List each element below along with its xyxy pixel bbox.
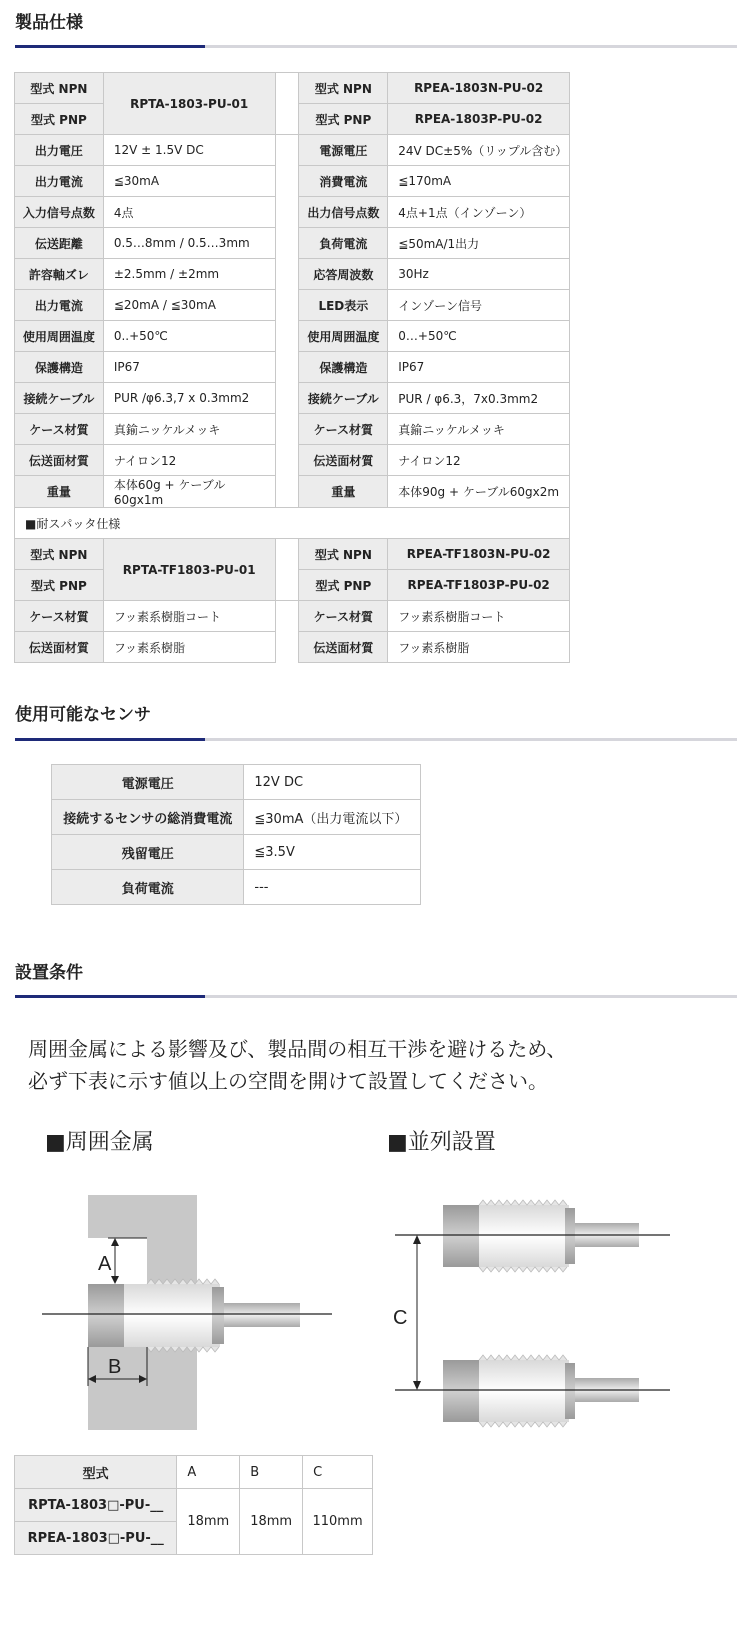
right-spec-value: ≦50mA/1出力 [388,228,570,259]
install-intro-line1: 周囲金属による影響及び、製品間の相互干渉を避けるため、 [28,1037,567,1061]
sensor-value: ≦30mA（出力電流以下） [244,800,421,835]
left-spec-value: 4点 [103,197,275,228]
spec-gap [275,321,299,352]
left-npn-label: 型式 NPN [15,73,104,104]
sensor-cap [88,1284,124,1347]
right-spec-value: 本体90g + ケーブル60gx2m [388,476,570,508]
left-spec-label: 許容軸ズレ [15,259,104,290]
left-spec-value: ±2.5mm / ±2mm [103,259,275,290]
spec-gap [275,135,299,166]
install-section-title: 設置条件 [15,963,83,983]
sensor-nut [212,1287,224,1344]
fig-parallel-title: ■並列設置 [387,1130,496,1155]
spec-gap [275,476,299,508]
left-spec-label: 保護構造 [15,352,104,383]
right-spec-label: 応答周波数 [299,259,388,290]
right-spec-label: 出力信号点数 [299,197,388,228]
install-intro-line2: 必ず下表に示す値以上の空間を開けて設置してください。 [28,1069,548,1093]
left-spec-label: ケース材質 [15,414,104,445]
spec-section-divider [15,45,737,48]
spec-row [15,290,570,321]
spec-row [15,476,570,508]
spec-section-title: 製品仕様 [15,13,83,33]
left-spec-value: ≦20mA / ≦30mA [103,290,275,321]
dims-value-b: 18mm [240,1489,303,1555]
fig-parallel-diagram [390,1190,690,1430]
left-spec-label: 出力電流 [15,166,104,197]
left-pnp-label: 型式 PNP [15,104,104,135]
right-spec-value: ≦170mA [388,166,570,197]
dims-value-c: 110mm [303,1489,373,1555]
right-spec-value: PUR / φ6.3，7x0.3mm2 [388,383,570,414]
right-spec-value: インゾーン信号 [388,290,570,321]
left-model: RPTA-1803-PU-01 [103,73,275,135]
left-spec-value: 0..+50℃ [103,321,275,352]
spatter-right-pnp-label: 型式 PNP [299,570,388,601]
spatter-left-npn-label: 型式 NPN [15,539,104,570]
right-spec-value: 0…+50℃ [388,321,570,352]
right-spec-label: ケース材質 [299,414,388,445]
left-spec-label: 接続ケーブル [15,383,104,414]
left-spec-value: ナイロン12 [103,445,275,476]
left-spec-value: ≦30mA [103,166,275,197]
spec-row [15,352,570,383]
right-npn-label: 型式 NPN [299,73,388,104]
left-spec-label: 伝送面材質 [15,445,104,476]
dims-header-a: A [177,1456,240,1489]
sensor-lower [443,1355,639,1427]
sensor-body [124,1284,220,1347]
left-spec-label: 出力電圧 [15,135,104,166]
right-pnp-label: 型式 PNP [299,104,388,135]
dimension-table [14,1455,373,1555]
right-spec-label: 使用周囲温度 [299,321,388,352]
sensor-label: 負荷電流 [52,870,244,905]
spec-gap [275,383,299,414]
sensor-value: --- [244,870,421,905]
sensor-section-title: 使用可能なセンサ [15,705,151,725]
sensor-value: ≦3.5V [244,835,421,870]
spec-gap [275,539,299,601]
right-spec-label: LED表示 [299,290,388,321]
sensor-cable [224,1303,300,1327]
left-spec-value: 真鍮ニッケルメッキ [103,414,275,445]
fig-surrounding-metal-title: ■周囲金属 [45,1130,154,1155]
sensor-label: 残留電圧 [52,835,244,870]
left-spec-value: PUR /φ6.3,7 x 0.3mm2 [103,383,275,414]
left-spec-value: 12V ± 1.5V DC [103,135,275,166]
left-spec-value: 本体60g + ケーブル60gx1m [103,476,275,508]
right-spec-value: 4点+1点（インゾーン） [388,197,570,228]
left-spec-label: 使用周囲温度 [15,321,104,352]
dims-model-1: RPTA-1803□-PU-__ [15,1489,177,1522]
sensor-label: 電源電圧 [52,765,244,800]
spec-gap [275,601,299,632]
install-section-divider [15,995,737,998]
spec-row [15,166,570,197]
spec-row [15,259,570,290]
spatter-left-label: 伝送面材質 [15,632,104,663]
left-spec-label: 出力電流 [15,290,104,321]
spec-gap [275,632,299,663]
dims-model-2: RPEA-1803□-PU-__ [15,1522,177,1555]
fig-surrounding-metal-diagram [40,1190,360,1435]
spatter-right-npn-model: RPEA-TF1803N-PU-02 [388,539,570,570]
left-spec-label: 伝送距離 [15,228,104,259]
spatter-note: ■耐スパッタ仕様 [15,508,570,539]
left-spec-value: 0.5…8mm / 0.5…3mm [103,228,275,259]
spatter-left-label: ケース材質 [15,601,104,632]
spec-row [15,321,570,352]
dims-header-model: 型式 [15,1456,177,1489]
spatter-right-label: ケース材質 [299,601,388,632]
spec-gap [275,290,299,321]
right-spec-label: 重量 [299,476,388,508]
spec-gap [275,73,299,135]
spec-gap [275,197,299,228]
right-spec-value: 真鍮ニッケルメッキ [388,414,570,445]
dim-a-label: A [98,1253,112,1275]
spec-row [15,197,570,228]
sensor-label: 接続するセンサの総消費電流 [52,800,244,835]
left-spec-label: 入力信号点数 [15,197,104,228]
spatter-left-value: フッ素系樹脂コート [103,601,275,632]
install-intro [28,1033,566,1097]
left-spec-label: 重量 [15,476,104,508]
right-spec-label: 電源電圧 [299,135,388,166]
spatter-right-value: フッ素系樹脂 [388,632,570,663]
right-spec-label: 伝送面材質 [299,445,388,476]
spec-gap [275,352,299,383]
right-npn-model: RPEA-1803N-PU-02 [388,73,570,104]
sensor-table [51,764,421,905]
right-spec-label: 消費電流 [299,166,388,197]
right-spec-value: ナイロン12 [388,445,570,476]
spec-gap [275,414,299,445]
dims-header-b: B [240,1456,303,1489]
spatter-right-label: 伝送面材質 [299,632,388,663]
right-spec-value: 24V DC±5%（リップル含む） [388,135,570,166]
spec-gap [275,445,299,476]
spatter-left-value: フッ素系樹脂 [103,632,275,663]
sensor-section-divider [15,738,737,741]
dims-value-a: 18mm [177,1489,240,1555]
spec-gap [275,166,299,197]
spec-row [15,135,570,166]
sensor-upper [443,1200,639,1272]
spatter-left-pnp-label: 型式 PNP [15,570,104,601]
sensor-value: 12V DC [244,765,421,800]
spec-row [15,445,570,476]
spatter-right-npn-label: 型式 NPN [299,539,388,570]
right-spec-value: IP67 [388,352,570,383]
right-spec-label: 接続ケーブル [299,383,388,414]
right-spec-label: 保護構造 [299,352,388,383]
right-pnp-model: RPEA-1803P-PU-02 [388,104,570,135]
spec-row [15,414,570,445]
spec-row [15,228,570,259]
dim-b-label: B [108,1356,122,1378]
dims-header-c: C [303,1456,373,1489]
spec-gap [275,228,299,259]
spatter-left-model: RPTA-TF1803-PU-01 [103,539,275,601]
left-spec-value: IP67 [103,352,275,383]
dim-c-label: C [393,1307,408,1329]
spec-gap [275,259,299,290]
spec-table [14,72,570,663]
spec-row [15,383,570,414]
spatter-right-value: フッ素系樹脂コート [388,601,570,632]
right-spec-label: 負荷電流 [299,228,388,259]
spatter-right-pnp-model: RPEA-TF1803P-PU-02 [388,570,570,601]
right-spec-value: 30Hz [388,259,570,290]
